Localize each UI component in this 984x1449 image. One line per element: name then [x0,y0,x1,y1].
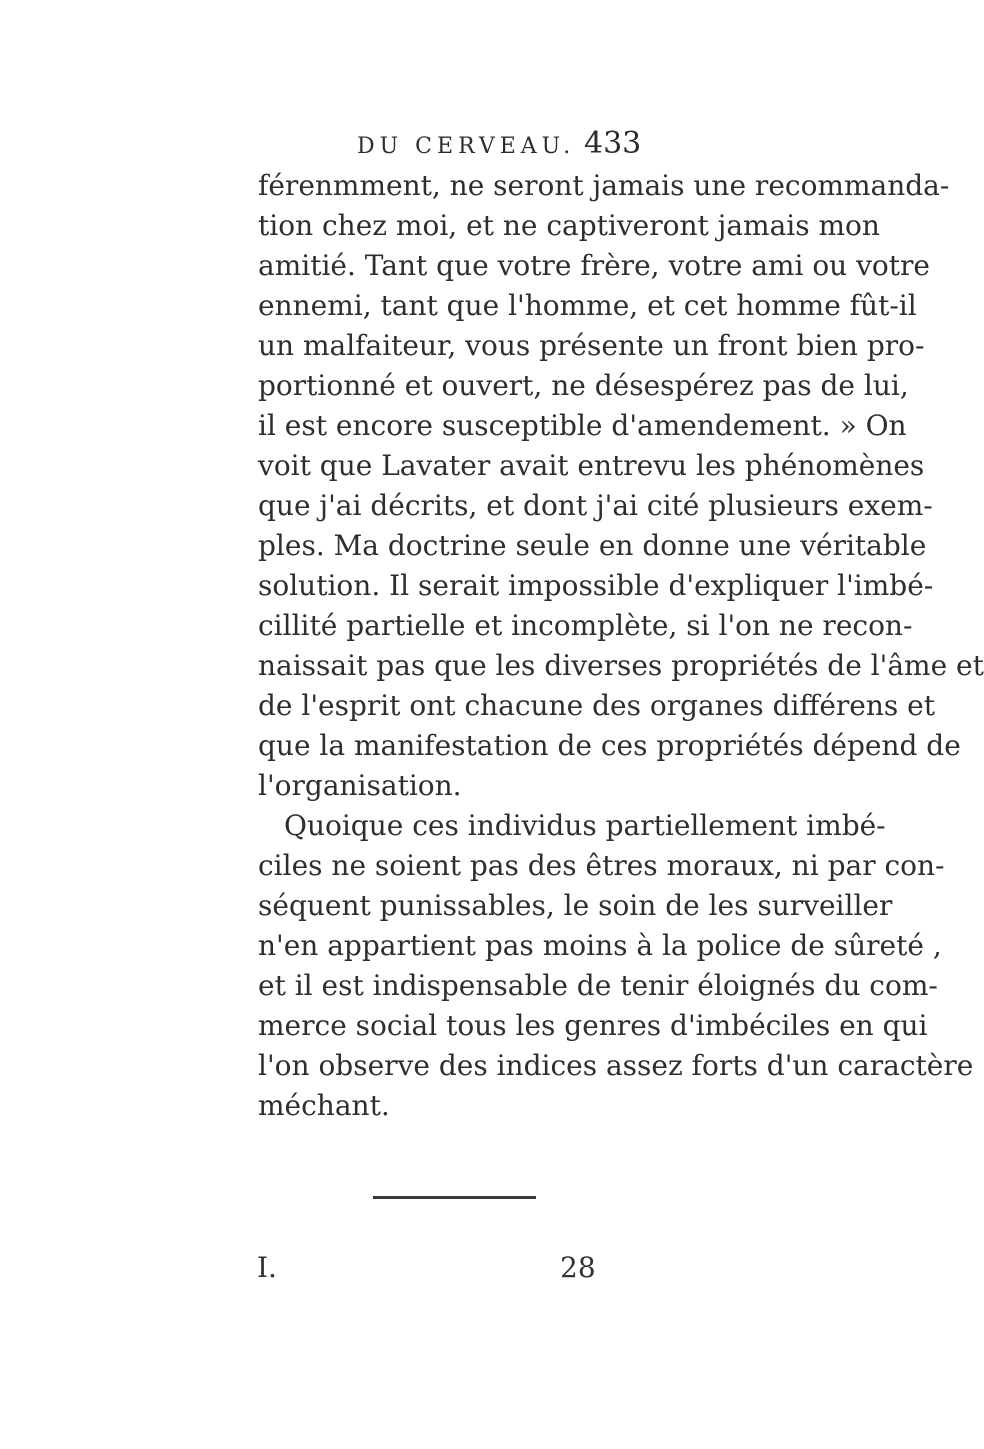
running-title: DU CERVEAU. [357,134,576,159]
text-line: que j'ai décrits, et dont j'ai cité plusieurs exem- [258,489,933,522]
text-line: l'organisation. [258,769,462,802]
text-line: méchant. [258,1089,390,1122]
text-line: naissait pas que les diverses propriétés de l'âme et [258,649,984,682]
signature-mark-left: I. [257,1251,277,1284]
text-line: solution. Il serait impossible d'expliquer l'imbé- [258,569,934,602]
page-number: 433 [584,126,642,161]
text-line: séquent punissables, le soin de les surveiller [258,889,893,922]
page-header [0,126,800,166]
text-line: voit que Lavater avait entrevu les phénomènes [258,449,925,482]
text-line: merce social tous les genres d'imbéciles en qui [258,1009,928,1042]
text-line: l'on observe des indices assez forts d'un caractère [258,1049,974,1082]
text-line: ennemi, tant que l'homme, et cet homme fût-il [258,289,917,322]
text-line: il est encore susceptible d'amendement. » On [258,409,907,442]
text-line: tion chez moi, et ne captiveront jamais mon [258,209,880,242]
text-line: que la manifestation de ces propriétés dépend de [258,729,961,762]
text-line: amitié. Tant que votre frère, votre ami ou votre [258,249,930,282]
footer-rule [373,1196,536,1199]
text-line: ciles ne soient pas des êtres moraux, ni par con- [258,849,945,882]
text-line: cillité partielle et incomplète, si l'on ne recon- [258,609,913,642]
text-line: de l'esprit ont chacune des organes différens et [258,689,935,722]
text-line: un malfaiteur, vous présente un front bien pro- [258,329,925,362]
text-line: et il est indispensable de tenir éloignés du com- [258,969,938,1002]
text-line: portionné et ouvert, ne désespérez pas de lui, [258,369,909,402]
text-line: ples. Ma doctrine seule en donne une véritable [258,529,927,562]
text-line: férenmment, ne seront jamais une recommanda- [258,169,950,202]
text-line: Quoique ces individus partiellement imbé- [284,809,886,842]
text-line: n'en appartient pas moins à la police de sûreté , [258,929,942,962]
signature-mark-right: 28 [560,1251,596,1284]
